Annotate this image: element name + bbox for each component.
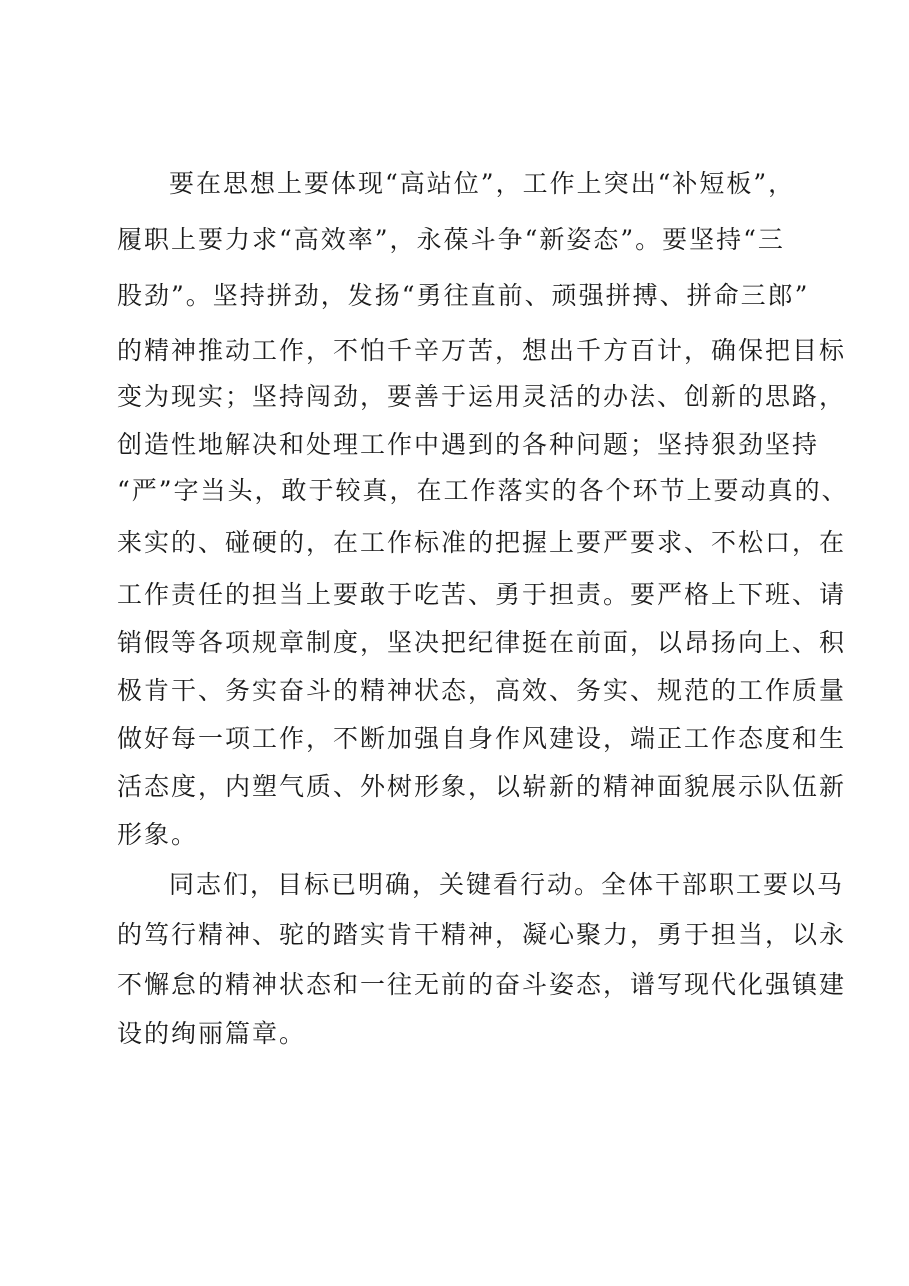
- text-line: 不懈怠的精神状态和一往无前的奋斗姿态，谱写现代化强镇建: [117, 970, 847, 999]
- text-line: 股劲”。坚持拼劲，发扬“勇往直前、顽强拼搏、拼命三郎”: [117, 281, 810, 310]
- text-line: 活态度，内塑气质、外树形象，以崭新的精神面貌展示队伍新: [117, 772, 847, 801]
- text-line: 的笃行精神、驼的踏实肯干精神，凝心聚力，勇于担当，以永: [117, 920, 847, 949]
- text-line: 工作责任的担当上要敢于吃苦、勇于担责。要严格上下班、请: [117, 580, 847, 609]
- text-line: 极肯干、务实奋斗的精神状态，高效、务实、规范的工作质量: [117, 676, 847, 705]
- text-line: 销假等各项规章制度，坚决把纪律挺在前面，以昂扬向上、积: [117, 628, 847, 657]
- text-line: 要在思想上要体现“高站位”，工作上突出“补短板”，: [169, 169, 796, 198]
- text-line: 的精神推动工作，不怕千辛万苦，想出千方百计，确保把目标: [117, 336, 847, 365]
- text-line: 创造性地解决和处理工作中遇到的各种问题；坚持狠劲坚持: [117, 430, 820, 459]
- text-line: 做好每一项工作，不断加强自身作风建设，端正工作态度和生: [117, 724, 847, 753]
- text-line: 履职上要力求“高效率”，永葆斗争“新姿态”。要坚持“三: [117, 225, 785, 254]
- text-line: “严”字当头，敢于较真，在工作落实的各个环节上要动真的、: [117, 476, 849, 505]
- text-line: 来实的、碰硬的，在工作标准的把握上要严要求、不松口，在: [117, 528, 847, 557]
- text-line: 形象。: [117, 820, 199, 849]
- text-line: 设的绚丽篇章。: [117, 1019, 307, 1048]
- text-line: 变为现实；坚持闯劲，要善于运用灵活的办法、创新的思路，: [117, 382, 847, 411]
- text-line: 同志们，目标已明确，关键看行动。全体干部职工要以马: [169, 870, 845, 899]
